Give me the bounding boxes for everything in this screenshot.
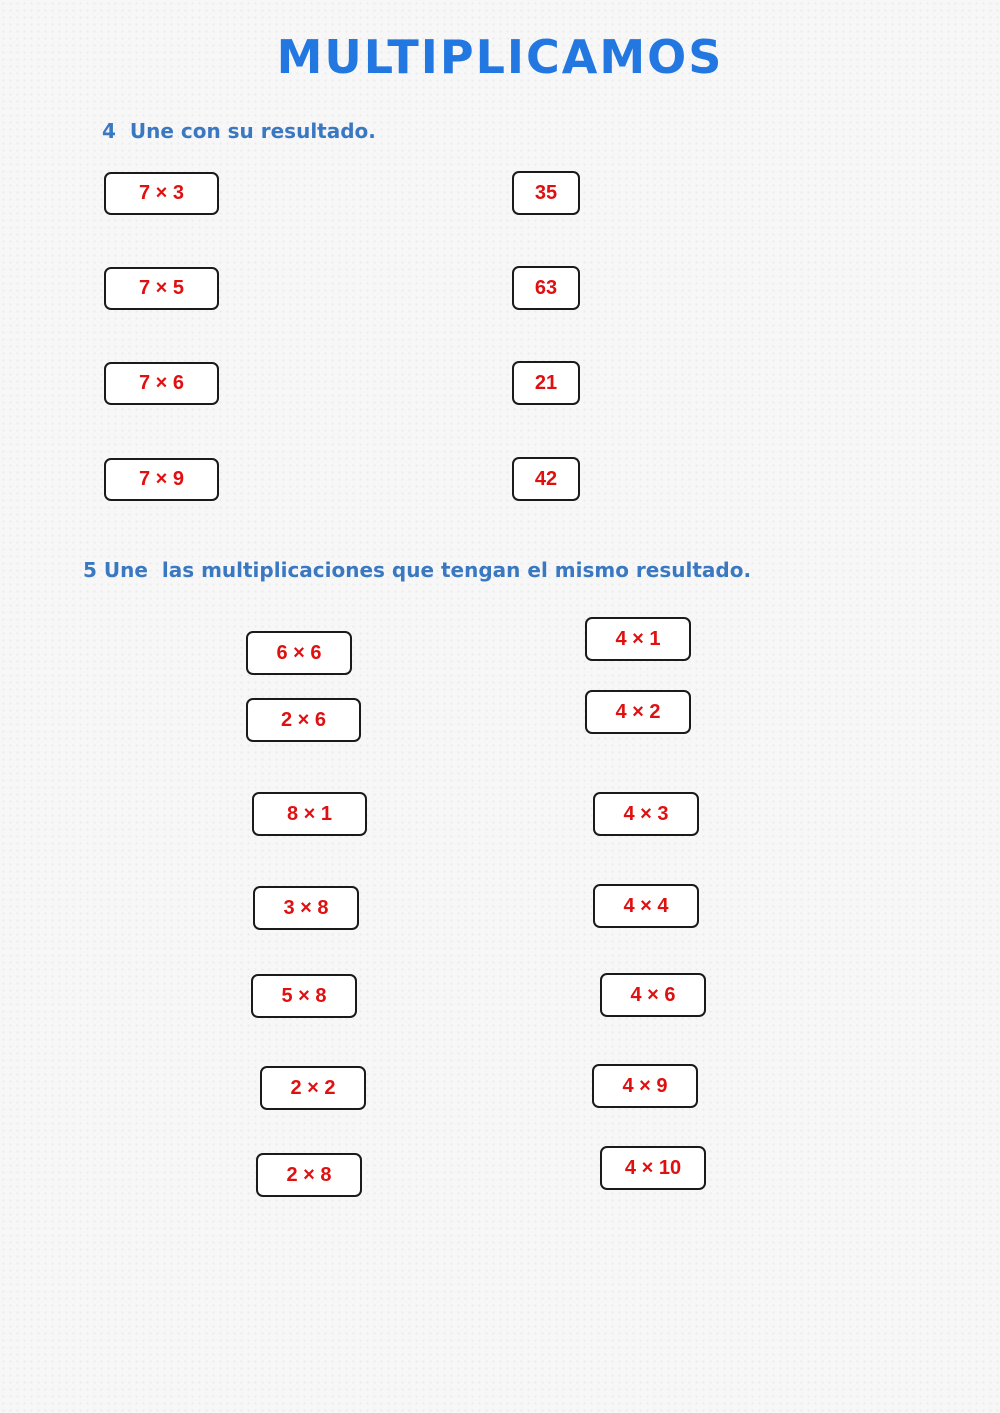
right-operation-box[interactable]: 4 × 1 <box>585 617 691 661</box>
result-box[interactable]: 63 <box>512 266 580 310</box>
left-operation-box[interactable]: 2 × 6 <box>246 698 361 742</box>
left-operation-box[interactable]: 2 × 2 <box>260 1066 366 1110</box>
left-operation-box[interactable]: 8 × 1 <box>252 792 367 836</box>
left-operation-box[interactable]: 5 × 8 <box>251 974 357 1018</box>
exercise-5-instruction: 5 Une las multiplicaciones que tengan el mismo resultado. <box>83 558 752 582</box>
right-operation-box[interactable]: 4 × 2 <box>585 690 691 734</box>
operation-box[interactable]: 7 × 5 <box>104 267 219 310</box>
right-operation-box[interactable]: 4 × 6 <box>600 973 706 1017</box>
result-box[interactable]: 42 <box>512 457 580 501</box>
result-box[interactable]: 21 <box>512 361 580 405</box>
right-operation-box[interactable]: 4 × 4 <box>593 884 699 928</box>
result-box[interactable]: 35 <box>512 171 580 215</box>
right-operation-box[interactable]: 4 × 9 <box>592 1064 698 1108</box>
left-operation-box[interactable]: 6 × 6 <box>246 631 352 675</box>
exercise-4-instruction: 4 Une con su resultado. <box>102 119 376 143</box>
page-title: MULTIPLICAMOS <box>276 30 724 84</box>
left-operation-box[interactable]: 3 × 8 <box>253 886 359 930</box>
operation-box[interactable]: 7 × 6 <box>104 362 219 405</box>
operation-box[interactable]: 7 × 9 <box>104 458 219 501</box>
operation-box[interactable]: 7 × 3 <box>104 172 219 215</box>
right-operation-box[interactable]: 4 × 10 <box>600 1146 706 1190</box>
right-operation-box[interactable]: 4 × 3 <box>593 792 699 836</box>
left-operation-box[interactable]: 2 × 8 <box>256 1153 362 1197</box>
